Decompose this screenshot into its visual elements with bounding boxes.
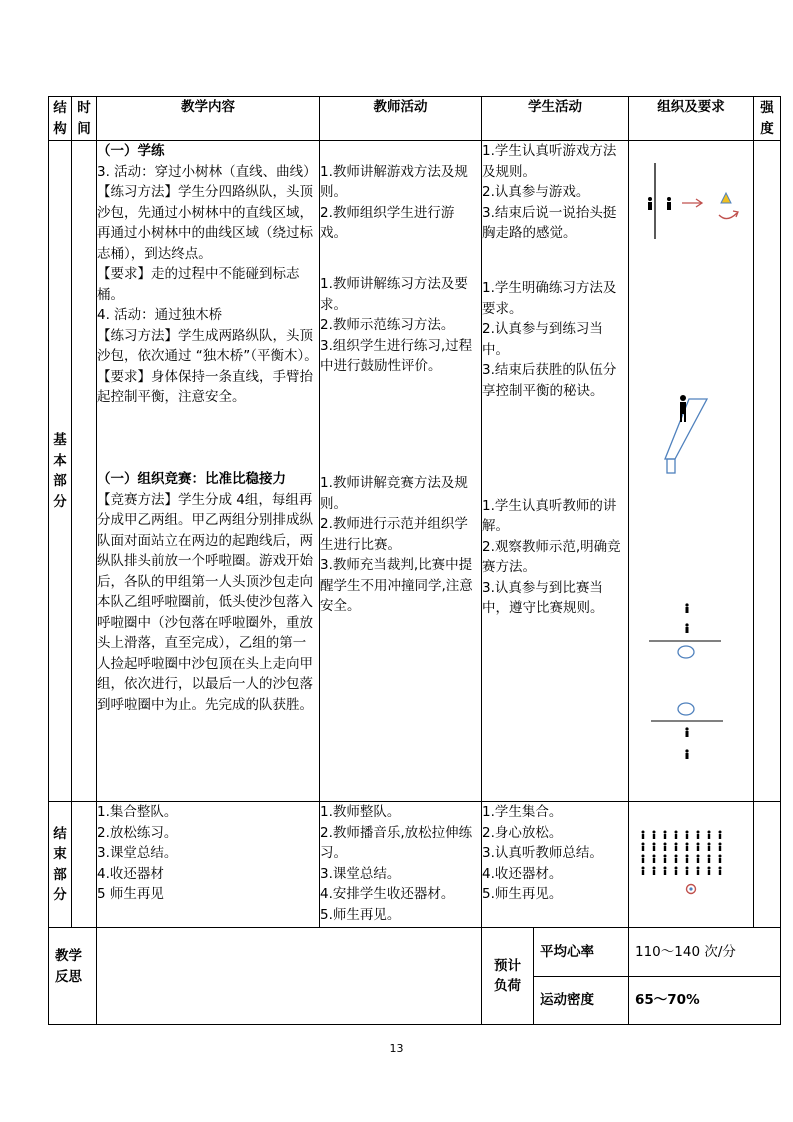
student-figure	[697, 867, 700, 876]
spacer	[320, 244, 481, 275]
student-figure	[686, 855, 689, 864]
student-figure	[686, 843, 689, 852]
text-line: 5 师生再见	[97, 886, 164, 902]
student-figure	[719, 831, 722, 840]
student-figure	[675, 831, 678, 840]
density-label: 运动密度	[534, 977, 629, 1025]
text-paragraph: 3.教师充当裁判,比赛中提醒学生不用冲撞同学,注意安全。	[320, 557, 473, 615]
text-paragraph: 1.教师讲解游戏方法及规则。	[320, 163, 468, 200]
student-figure	[686, 867, 689, 876]
text-paragraph: 【要求】走的过程中不能碰到标志桶。	[97, 266, 300, 303]
header-structure: 结 构	[49, 97, 72, 141]
student-figure	[653, 855, 656, 864]
turn-arrow	[719, 213, 737, 219]
text-paragraph: 1.学生认真听游戏方法及规则。	[482, 143, 617, 180]
ending-content	[97, 802, 320, 928]
text-paragraph: 【竞赛方法】学生分成 4组，每组再分成甲乙两组。甲乙两组分别排成纵队面对面站立在两边的起跑线后，两纵队排头前放一个呼啦圈。游戏开始后，各队的甲组第一人头顶沙包走向本队乙组呼啦圈前，低头使沙包落入呼啦圈中（沙包落在呼啦圈外，重放头上滑落，直至完成），乙组的第一人捡起呼啦圈中沙包顶在头上走向甲组，依次进行，以最后一人的沙包落到呼啦圈中为止。先完成的队获胜。	[97, 491, 313, 713]
ending-org-diagram	[629, 802, 754, 928]
lesson-plan-table	[48, 96, 781, 1025]
spacer	[320, 141, 481, 162]
hula-hoop-top	[678, 646, 694, 658]
student-figure	[664, 831, 667, 840]
org-diagram-svg	[629, 141, 753, 801]
student-figure	[685, 623, 688, 633]
spacer	[482, 244, 628, 279]
student-figure	[697, 855, 700, 864]
header-org: 组织及要求	[629, 97, 754, 141]
spacer	[97, 408, 319, 470]
text-line: 1.学生集合。	[482, 804, 563, 820]
student-figure	[719, 867, 722, 876]
text-paragraph: 4. 活动：通过独木桥	[97, 307, 223, 323]
text-line: 3.课堂总结。	[97, 845, 178, 861]
student-figure	[685, 727, 688, 737]
student-figure	[664, 843, 667, 852]
text-line: 3.认真听教师总结。	[482, 845, 603, 861]
ending-label: 结 束 部 分	[49, 802, 72, 928]
student-figure	[664, 855, 667, 864]
text-paragraph: 【练习方法】学生分四路纵队，头顶沙包，先通过小树林中的直线区域，再通过小树林中的曲线区域（绕过标志桶），到达终点。	[97, 184, 313, 262]
student-figure	[708, 867, 711, 876]
basic-student	[482, 141, 629, 802]
student-figure	[642, 843, 645, 852]
section-heading: （一）学练	[97, 143, 165, 159]
text-line: 5.师生再见。	[320, 906, 401, 923]
ending-student	[482, 802, 629, 928]
reflection-body	[97, 928, 482, 1025]
text-paragraph: 【要求】身体保持一条直线，手臂抬起控制平衡，注意安全。	[97, 368, 313, 405]
basic-time	[72, 141, 97, 802]
text-line: 4.安排学生收还器材。	[320, 886, 455, 902]
section-heading: （一）组织竞赛：比准比稳接力	[97, 471, 286, 487]
spacer	[482, 401, 628, 495]
spacer	[320, 377, 481, 473]
density-value: 65～70%	[629, 977, 781, 1025]
student-figure	[675, 855, 678, 864]
text-paragraph: 2.教师进行示范并组织学生进行比赛。	[320, 516, 468, 553]
text-line: 2.身心放松。	[482, 824, 563, 841]
student-figure	[675, 843, 678, 852]
text-paragraph: 3.认真参与到比赛当中，遵守比赛规则。	[482, 579, 604, 617]
hula-hoop-bottom	[678, 703, 694, 715]
text-paragraph: 3. 活动：穿过小树林（直线、曲线）	[97, 163, 317, 180]
header-time: 时 间	[72, 97, 97, 141]
header-content: 教学内容	[97, 97, 320, 141]
header-row	[49, 97, 781, 141]
text-paragraph: 2.教师组织学生进行游戏。	[320, 204, 455, 241]
text-paragraph: 2.认真参与游戏。	[482, 184, 590, 200]
heart-rate-value: 110～140 次/分	[629, 928, 781, 977]
text-line: 4.收还器材。	[482, 865, 563, 882]
student-figure	[708, 831, 711, 840]
basic-teacher	[320, 141, 482, 802]
teacher-marker-dot	[689, 887, 692, 890]
text-paragraph: 3.结束后获胜的队伍分享控制平衡的秘诀。	[482, 362, 617, 399]
basic-row	[49, 141, 781, 802]
text-paragraph: 3.结束后说一说抬头挺胸走路的感觉。	[482, 204, 617, 241]
text-paragraph: 1.学生认真听教师的讲解。	[482, 497, 617, 535]
student-figure	[642, 855, 645, 864]
student-figure	[667, 197, 671, 210]
text-paragraph: 2.认真参与到练习当中。	[482, 321, 603, 358]
student-figure	[680, 395, 686, 422]
text-line: 5.师生再见。	[482, 886, 563, 902]
student-figure	[719, 855, 722, 864]
header-student: 学生活动	[482, 97, 629, 141]
student-figure	[653, 831, 656, 840]
student-figure	[685, 603, 688, 613]
student-figure	[648, 197, 652, 210]
student-figure	[642, 867, 645, 876]
text-paragraph: 1.学生明确练习方法及要求。	[482, 280, 617, 317]
text-line: 2.教师播音乐,放松拉伸练习。	[320, 824, 473, 861]
student-figure	[708, 855, 711, 864]
student-figure	[708, 843, 711, 852]
text-paragraph: 3.组织学生进行练习,过程中进行鼓励性评价。	[320, 337, 473, 375]
student-figure	[697, 831, 700, 840]
heart-rate-label: 平均心率	[534, 928, 629, 977]
student-figure	[653, 867, 656, 876]
text-line: 3.课堂总结。	[320, 865, 401, 882]
reflection-label: 教学 反思	[49, 928, 97, 1025]
text-line: 1.教师整队。	[320, 804, 401, 820]
student-figure	[675, 867, 678, 876]
text-paragraph: 【练习方法】学生成两路纵队，头顶沙包，依次通过 “独木桥”（平衡木）。	[97, 327, 318, 364]
text-line: 1.集合整队。	[97, 804, 178, 820]
student-figure	[653, 843, 656, 852]
student-figure	[642, 831, 645, 840]
basic-label: 基 本 部 分	[49, 141, 72, 802]
page-number: 13	[389, 1042, 404, 1055]
ending-time	[72, 802, 97, 928]
reflection-row-1	[49, 928, 781, 977]
basic-intensity	[754, 141, 781, 802]
formation-svg	[629, 802, 753, 927]
student-figure	[719, 843, 722, 852]
beam-support	[667, 459, 675, 473]
text-line: 4.收还器材	[97, 865, 164, 882]
text-line: 2.放松练习。	[97, 824, 178, 841]
text-paragraph: 1.教师讲解竞赛方法及规则。	[320, 475, 468, 512]
text-paragraph: 2.教师示范练习方法。	[320, 317, 455, 334]
ending-row	[49, 802, 781, 928]
ending-intensity	[754, 802, 781, 928]
text-paragraph: 2.观察教师示范,明确竞赛方法。	[482, 538, 621, 576]
student-figure	[685, 749, 688, 759]
student-figure	[697, 843, 700, 852]
basic-org-diagrams	[629, 141, 754, 802]
expected-load-label: 预计 负荷	[482, 928, 534, 1025]
student-figure	[686, 831, 689, 840]
ending-teacher	[320, 802, 482, 928]
cone-icon	[721, 193, 731, 203]
student-figure	[664, 867, 667, 876]
header-teacher: 教师活动	[320, 97, 482, 141]
basic-content	[97, 141, 320, 802]
header-intensity: 强 度	[754, 97, 781, 141]
text-paragraph: 1.教师讲解练习方法及要求。	[320, 276, 468, 313]
